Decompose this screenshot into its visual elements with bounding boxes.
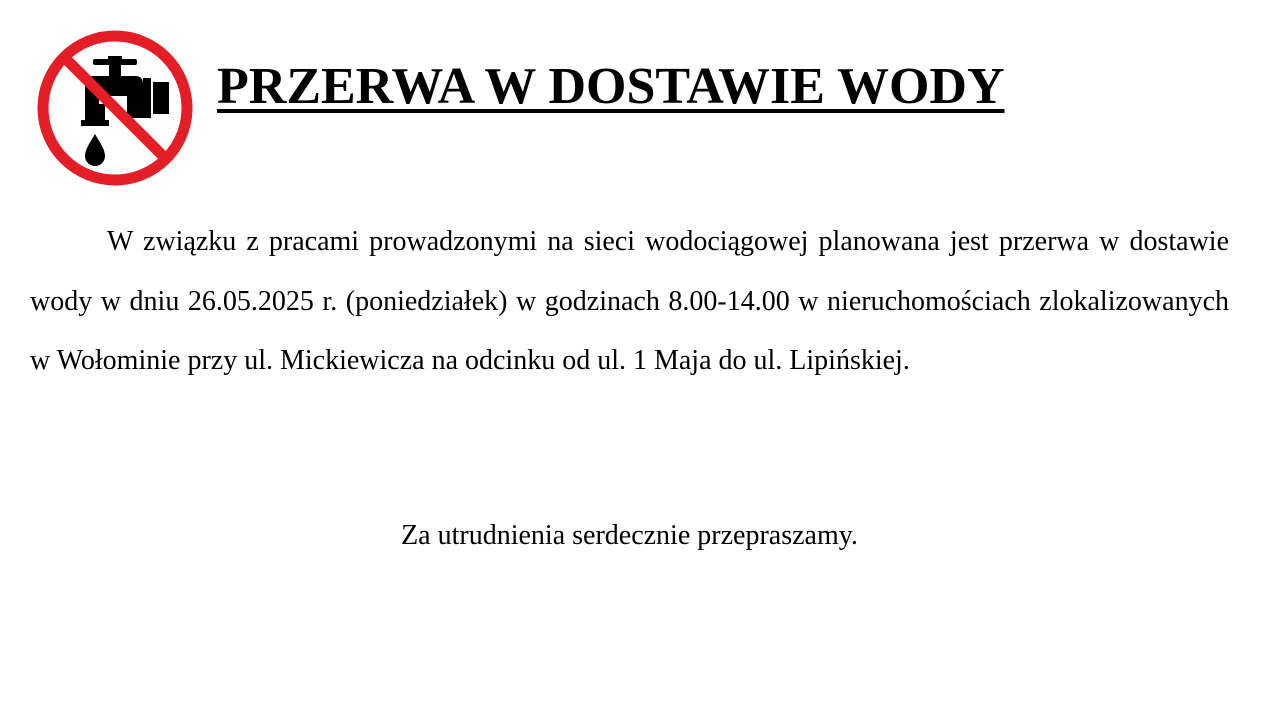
notice-body: W związku z pracami prowadzonymi na sieci wodociągowej planowana jest przerwa w dostawie wody w dniu 26.05.2025 r. (poniedziałek) w godzinach 8.00-14.00 w nieruchomościach zlokalizowanych w Wołominie przy ul. Mickiewicza na odcinku od ul. 1 Maja do ul. Lipińskiej. <box>30 226 1229 376</box>
notice-title: PRZERWA W DOSTAWIE WODY <box>217 58 1005 115</box>
no-water-tap-icon <box>35 28 195 188</box>
notice-closing: Za utrudnienia serdecznie przepraszamy. <box>401 520 858 551</box>
